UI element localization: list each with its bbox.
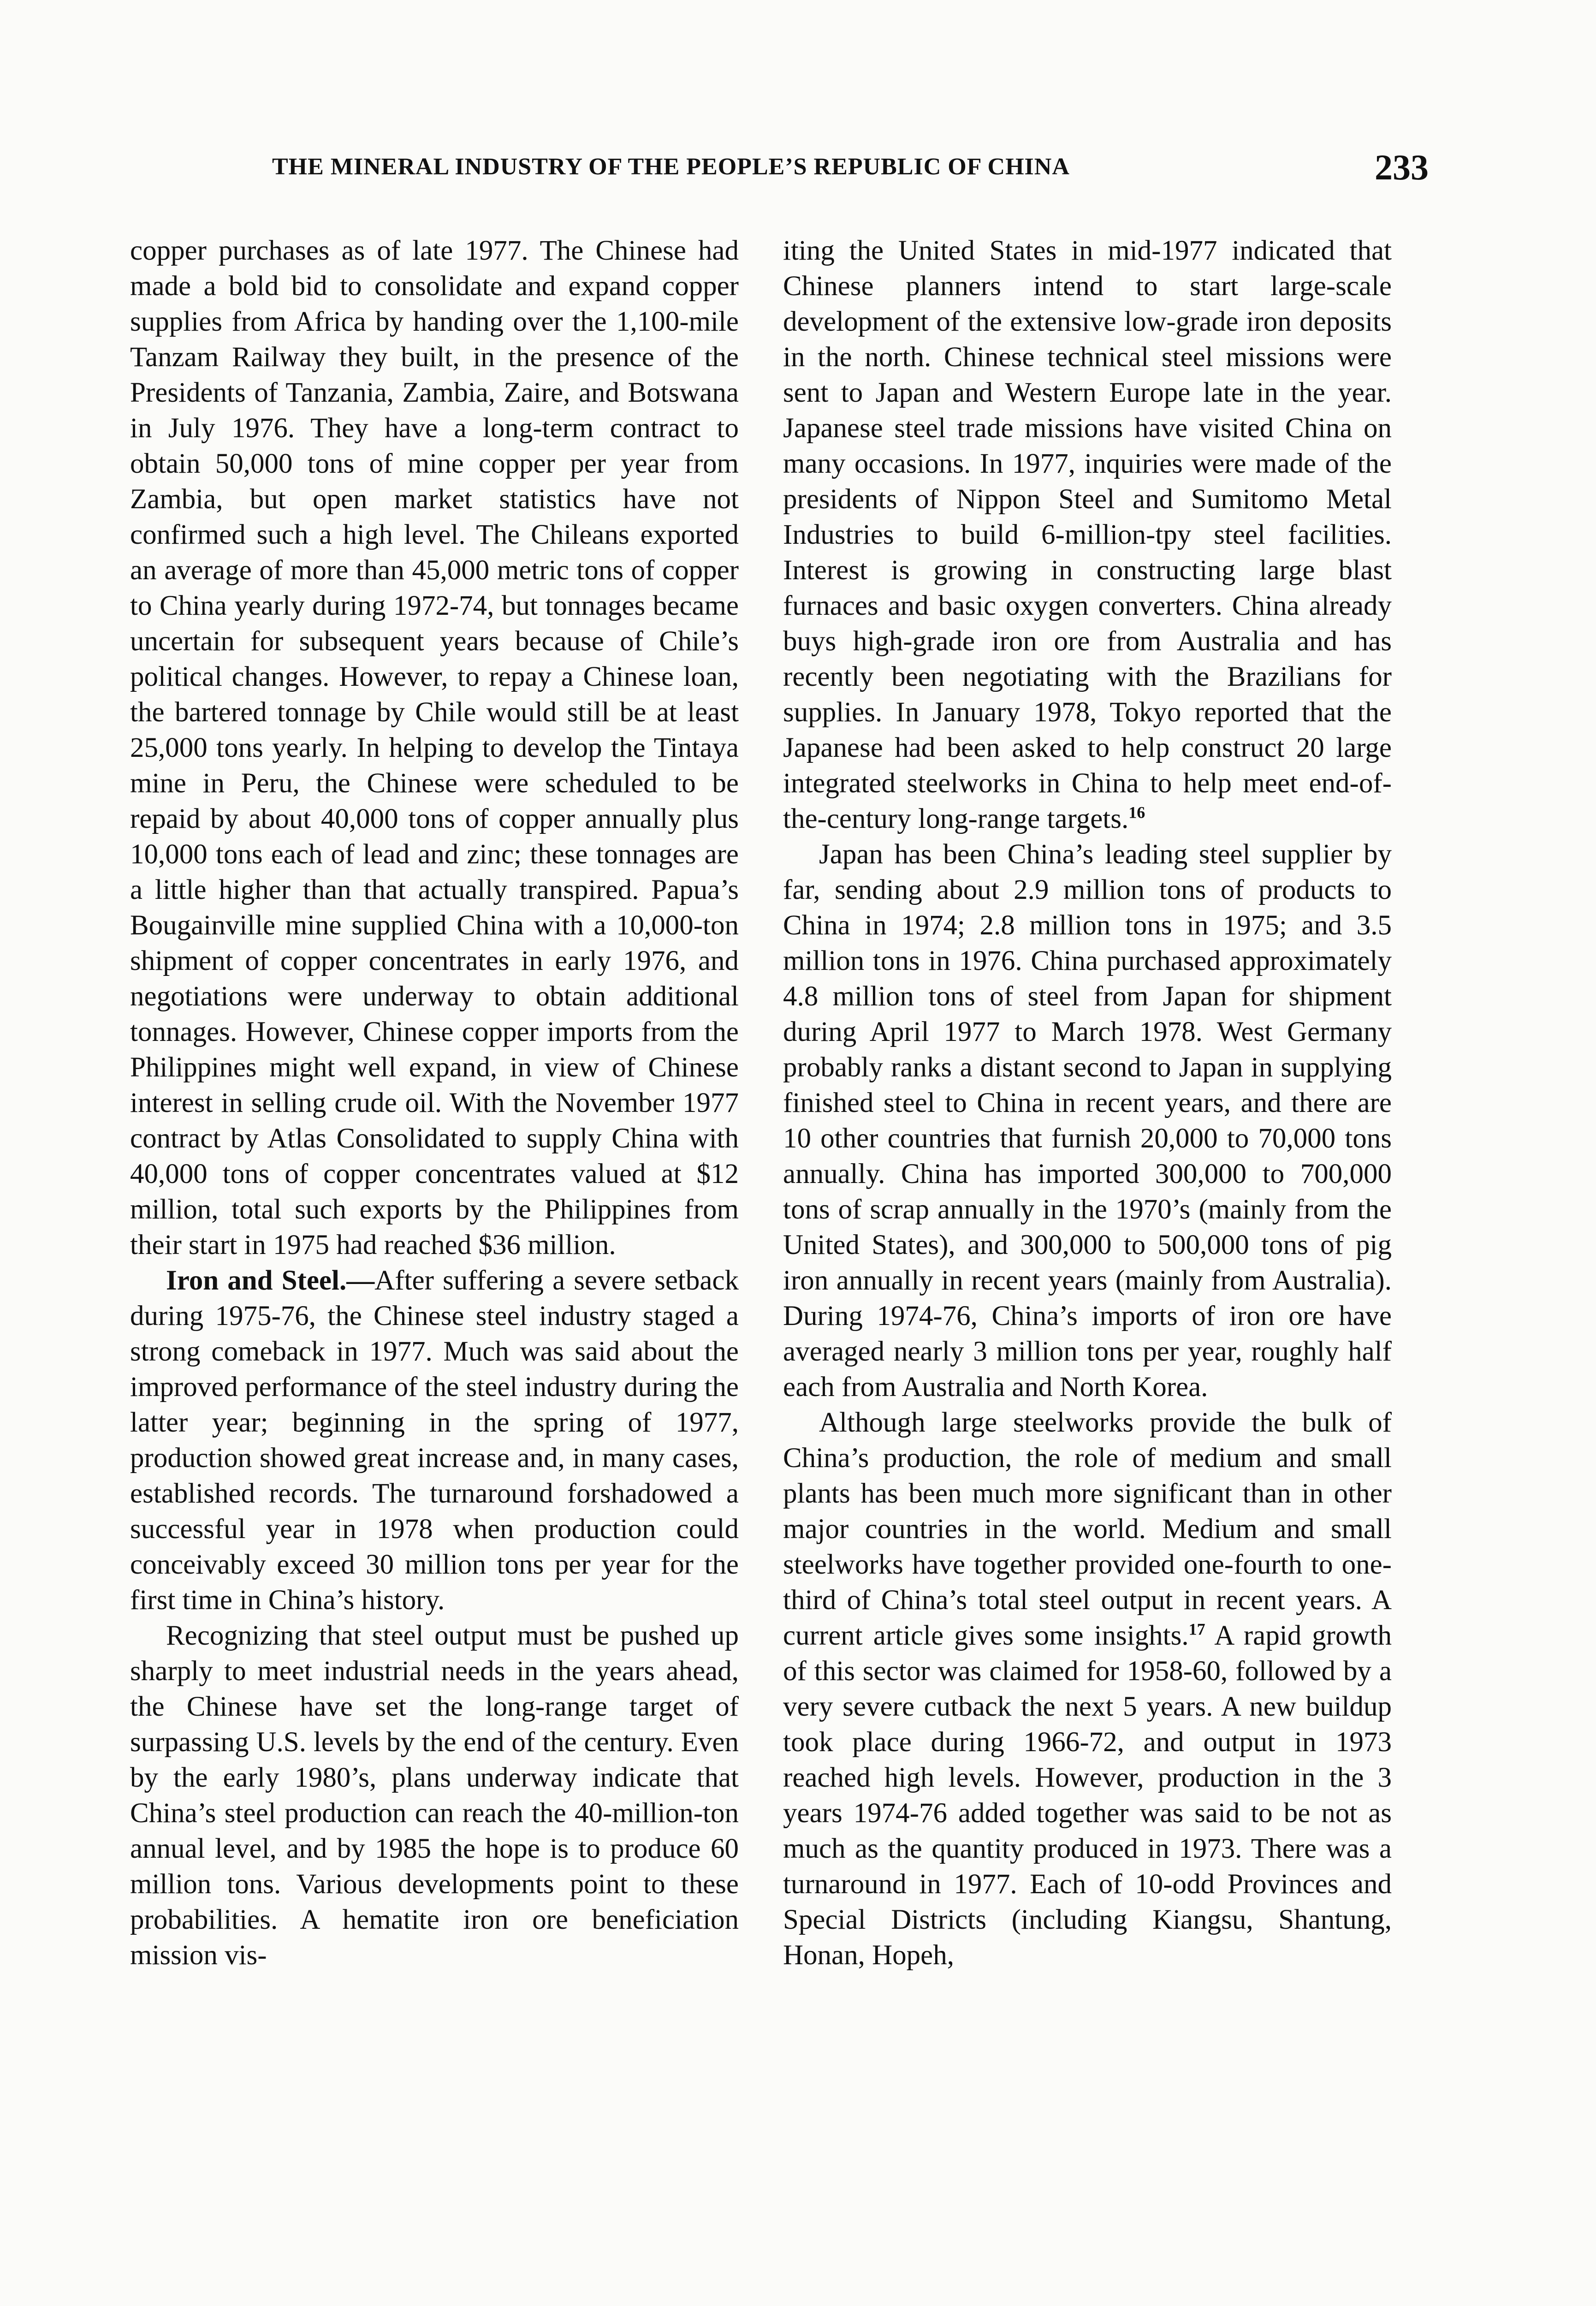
paragraph-iron-ore-mission — [783, 233, 1392, 837]
paragraph-iron-and-steel-text: After suffering a severe setback during 1975-76, the Chinese steel industry staged a strong comeback in 1977. Much was said about the improved performance of the steel industry during the latter year; beginning in the spring of 1977, production showed great increase and, in many cases, established records. The turnaround forshadowed a successful year in 1978 when production could conceivably exceed 30 million tons per year for the first time in China’s history. — [130, 1265, 739, 1616]
page-number: 233 — [1375, 147, 1429, 187]
paragraph-steel-targets: Recognizing that steel output must be pushed up sharply to meet industrial needs in the years ahead, the Chinese have set the long-range target of surpassing U.S. levels by the end of the century. Even by the early 1980’s, plans underway indicate that China’s steel production can reach the 40-million-ton annual level, and by 1985 the hope is to produce 60 million tons. Various developments point to these probabilities. A hematite iron ore beneficiation mission vis- — [130, 1620, 739, 1971]
paragraph-iron-and-steel — [130, 1263, 739, 1618]
paragraph-japan-supplier: Japan has been China’s leading steel supplier by far, sending about 2.9 million tons of products to China in 1974; 2.8 million tons in 1975; and 3.5 million tons in 1976. China purchased approximately 4.8 million tons of steel from Japan for shipment during April 1977 to March 1978. West Germany probably ranks a distant second to Japan in supplying finished steel to China in recent years, and there are 10 other countries that furnish 20,000 to 70,000 tons annually. China has imported 300,000 to 700,000 tons of scrap annually in the 1970’s (mainly from the United States), and 300,000 to 500,000 tons of pig iron annually in recent years (mainly from Australia). During 1974-76, China’s imports of iron ore have averaged nearly 3 million tons per year, roughly half each from Australia and North Korea. — [783, 839, 1392, 1403]
running-head — [272, 147, 1429, 197]
running-title: THE MINERAL INDUSTRY OF THE PEOPLE’S REPUBLIC OF CHINA — [272, 154, 1070, 180]
section-heading-iron-and-steel: Iron and Steel.— — [166, 1265, 375, 1296]
paragraph-medium-small-plants — [783, 1405, 1392, 1973]
footnote-ref-17: 17 — [1188, 1620, 1205, 1639]
footnote-ref-16: 16 — [1128, 803, 1145, 822]
paragraph-iron-ore-mission-text: iting the United States in mid-1977 indicated that Chinese planners intend to start large-scale development of the extensive low-grade iron deposits in the north. Chinese technical steel missions were sent to Japan and Western Europe late in the year. Japanese steel trade missions have visited China on many occasions. In 1977, inquiries were made of the presidents of Nippon Steel and Sumitomo Metal Industries to build 6-million-tpy steel facilities. Interest is growing in constructing large blast furnaces and basic oxygen converters. China already buys high-grade iron ore from Australia and has recently been negotiating with the Brazilians for supplies. In January 1978, Tokyo reported that the Japanese had been asked to help construct 20 large integrated steelworks in China to help meet end-of-the-century long-range targets. — [783, 235, 1392, 834]
paragraph-medium-small-plants-text-b: A rapid growth of this sector was claimed for 1958-60, followed by a very severe cutback the next 5 years. A new buildup took place during 1966-72, and output in 1973 reached high levels. However, production in the 3 years 1974-76 added together was said to be not as much as the quantity produced in 1973. There was a turnaround in 1977. Each of 10-odd Provinces and Special Districts (including Kiangsu, Shantung, Honan, Hopeh, — [783, 1620, 1392, 1971]
left-column — [130, 233, 739, 1973]
paragraph-medium-small-plants-text-a: Although large steelworks provide the bulk of China’s production, the role of medium and small plants has been much more significant than in other major countries in the world. Medium and small steelworks have together provided one-fourth to one-third of China’s total steel output in recent years. A current article gives some insights. — [783, 1407, 1392, 1651]
paragraph-copper-purchases: copper purchases as of late 1977. The Chinese had made a bold bid to consolidate and expand copper supplies from Africa by handing over the 1,100-mile Tanzam Railway they built, in the presence of the Presidents of Tanzania, Zambia, Zaire, and Botswana in July 1976. They have a long-term contract to obtain 50,000 tons of mine copper per year from Zambia, but open market statistics have not confirmed such a high level. The Chileans exported an average of more than 45,000 metric tons of copper to China yearly during 1972-74, but tonnages became uncertain for subsequent years because of Chile’s political changes. However, to repay a Chinese loan, the bartered tonnage by Chile would still be at least 25,000 tons yearly. In helping to develop the Tintaya mine in Peru, the Chinese were scheduled to be repaid by about 40,000 tons of copper annually plus 10,000 tons each of lead and zinc; these tonnages are a little higher than that actually transpired. Papua’s Bougainville mine supplied China with a 10,000-ton shipment of copper concentrates in early 1976, and negotiations were underway to obtain additional tonnages. However, Chinese copper imports from the Philippines might well expand, in view of Chinese interest in selling crude oil. With the November 1977 contract by Atlas Consolidated to supply China with 40,000 tons of copper concentrates valued at $12 million, total such exports by the Philippines from their start in 1975 had reached $36 million. — [130, 235, 739, 1260]
right-column — [783, 233, 1392, 1973]
